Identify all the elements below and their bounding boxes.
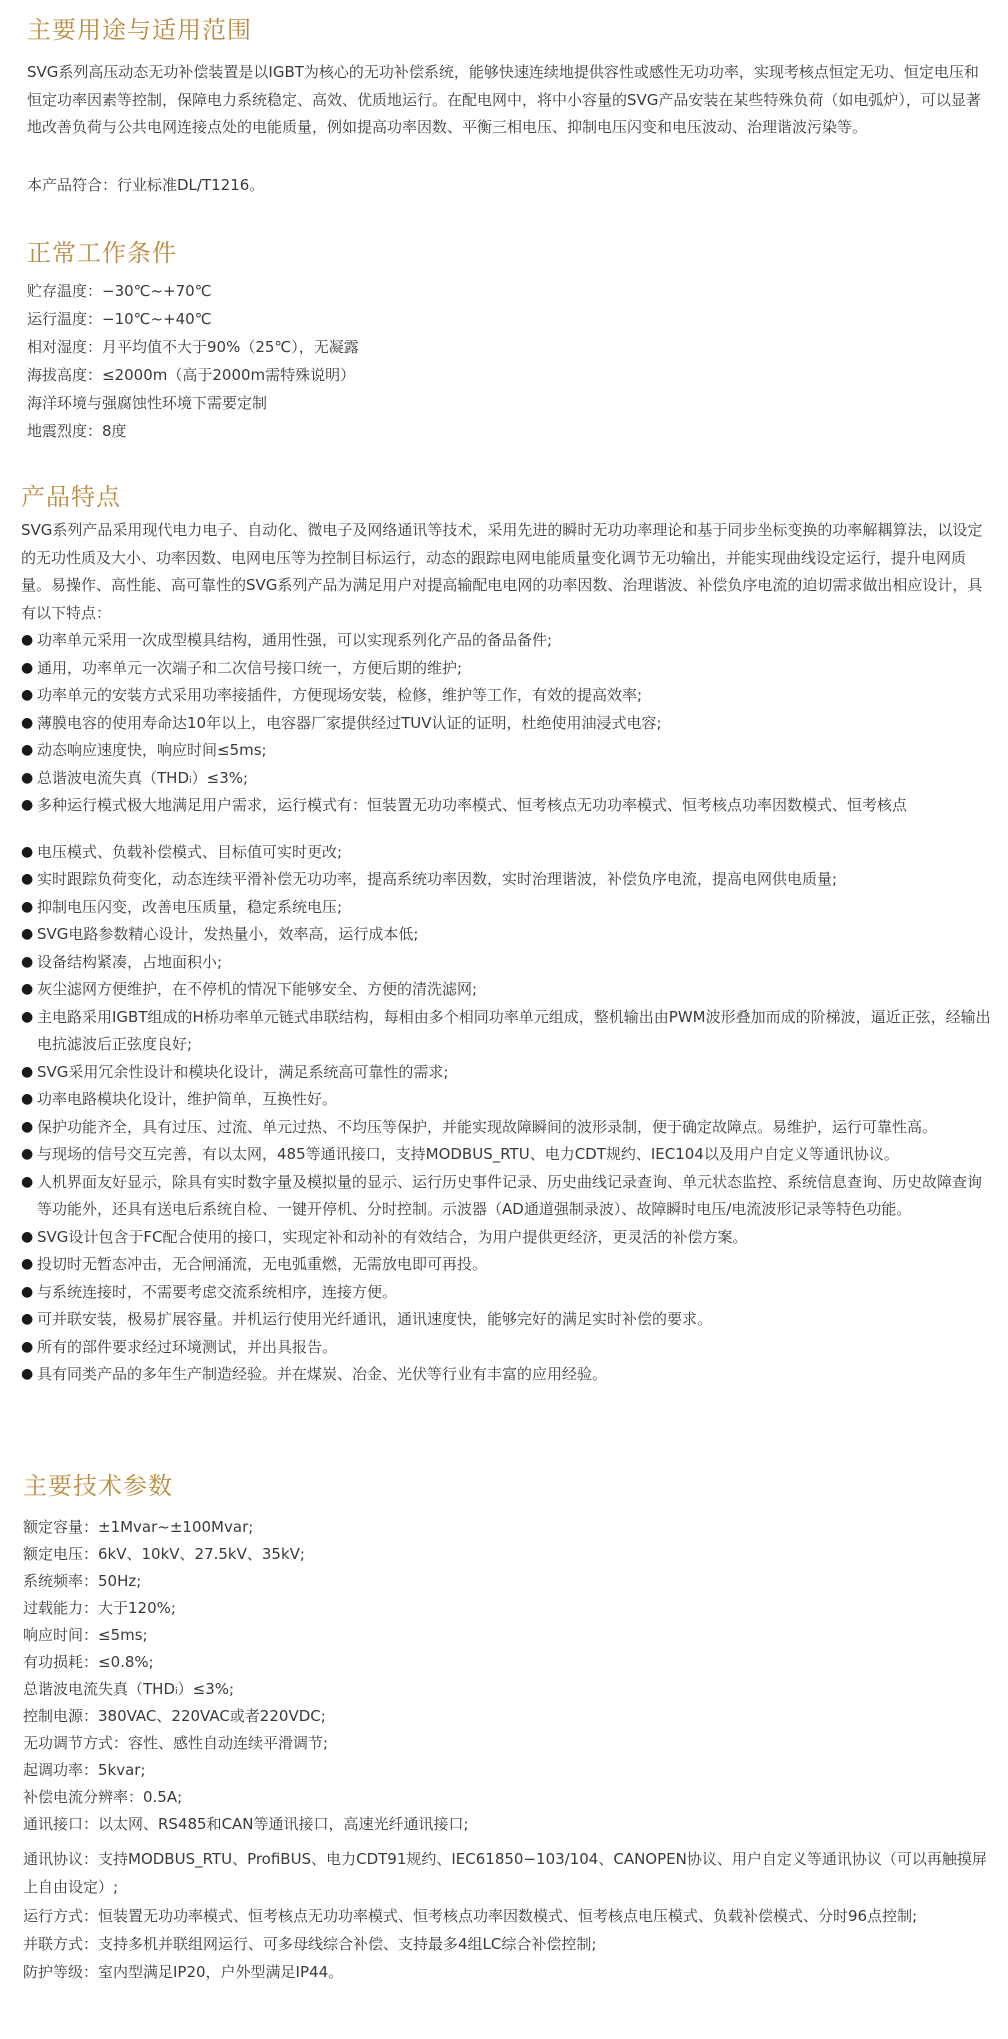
list-item: ● 功率单元的安装方式采用功率接插件，方便现场安装，检修，维护等工作，有效的提高效率; — [21, 682, 991, 710]
param-item: 过载能力：大于120%; — [23, 1599, 176, 1617]
list-item: ● 设备结构紧凑，占地面积小; — [21, 949, 991, 977]
list-item: ● 人机界面友好显示，除具有实时数字量及模拟量的显示、运行历史事件记录、历史曲线记录查询、单元状态监控、系统信息查询、历史故障查询等功能外，还具有送电后系统自检、一键开停机、分时控制。示波器（AD通道强制录波）、故障瞬时电压/电流波形记录等特色功能。 — [21, 1169, 991, 1224]
list-item: ● 与系统连接时，不需要考虑交流系统相序，连接方便。 — [21, 1279, 991, 1307]
bullet-icon: ● — [21, 687, 34, 703]
list-item: ● 功率单元采用一次成型模具结构，通用性强，可以实现系列化产品的备品备件; — [21, 627, 991, 655]
param-item: 通讯接口：以太网、RS485和CAN等通讯接口，高速光纤通讯接口; — [23, 1815, 469, 1833]
param-item: 额定容量：±1Mvar~±100Mvar; — [23, 1518, 254, 1536]
param-item: 起调功率：5kvar; — [23, 1761, 146, 1779]
bullet-icon: ● — [21, 797, 34, 813]
list-item: ● 电压模式、负载补偿模式、目标值可实时更改; — [21, 839, 991, 867]
param-item: 控制电源：380VAC、220VAC或者220VDC; — [23, 1707, 326, 1725]
param-item: 总谐波电流失真（THDᵢ）≤3%; — [23, 1680, 235, 1698]
list-item: ● 通用，功率单元一次端子和二次信号接口统一，方便后期的维护; — [21, 655, 991, 683]
bullet-icon: ● — [21, 714, 34, 731]
list-item: ● 可并联安装，极易扩展容量。并机运行使用光纤通讯，通讯速度快，能够完好的满足实时补偿的要求。 — [21, 1306, 991, 1334]
list-item: ● 灰尘滤网方便维护，在不停机的情况下能够安全、方便的清洗滤网; — [21, 976, 991, 1004]
list-item: ● 功率电路模块化设计，维护简单，互换性好。 — [21, 1086, 991, 1114]
bullet-icon: ● — [21, 1173, 34, 1190]
bullet-icon: ● — [21, 926, 34, 942]
usage-paragraph: SVG系列高压动态无功补偿装置是以IGBT为核心的无功补偿系统，能够快速连续地提供容性或感性无功功率，实现考核点恒定无功、恒定电压和恒定功率因素等控制，保障电力系统稳定、高效、优质地运行。在配电网中，将中小容量的SVG产品安装在某些特殊负荷（如电弧炉），可以显著地改善负荷与公共电网连接点处的电能质量，例如提高功率因数、平衡三相电压、抑制电压闪变和电压波动、治理谐波污染等。 — [27, 63, 981, 136]
list-item: ● 总谐波电流失真（THDᵢ）≤3%; — [21, 765, 991, 793]
bullet-icon: ● — [21, 1228, 34, 1245]
bullet-icon: ● — [21, 843, 34, 860]
list-item: ● 实时跟踪负荷变化，动态连续平滑补偿无功功率，提高系统功率因数，实时治理谐波，补偿负序电流，提高电网供电质量; — [21, 866, 991, 894]
list-item: ● SVG设计包含于FC配合使用的接口，实现定补和动补的有效结合，为用户提供更经济，更灵活的补偿方案。 — [21, 1224, 991, 1252]
features-intro: SVG系列产品采用现代电力电子、自动化、微电子及网络通讯等技术，采用先进的瞬时无功功率理论和基于同步坐标变换的功率解耦算法，以设定的无功性质及大小、功率因数、电网电压等为控制目标运行，动态的跟踪电网电能质量变化调节无功输出，并能实现曲线设定运行，提升电网质量。易操作、高性能、高可靠性的SVG系列产品为满足用户对提高输配电电网的功率因数、治理谐波、补偿负序电流的迫切需求做出相应设计，具有以下特点： — [21, 521, 983, 622]
list-item: ● 投切时无暂态冲击，无合闸涌流，无电弧重燃，无需放电即可再投。 — [21, 1251, 991, 1279]
condition-item: 贮存温度：−30℃~+70℃ — [27, 282, 212, 300]
list-item: ● 所有的部件要求经过环境测试，并出具报告。 — [21, 1334, 991, 1362]
condition-item: 相对湿度：月平均值不大于90%（25℃），无凝露 — [27, 338, 359, 356]
bullet-icon: ● — [21, 632, 34, 648]
list-item: ● 抑制电压闪变，改善电压质量，稳定系统电压; — [21, 894, 991, 922]
bullet-icon: ● — [21, 769, 34, 786]
conditions-title: 正常工作条件 — [27, 239, 177, 267]
bullet-icon: ● — [21, 1091, 34, 1107]
param-item: 并联方式：支持多机并联组网运行、可多母线综合补偿、支持最多4组LC综合补偿控制; — [23, 1935, 597, 1953]
bullet-icon: ● — [21, 953, 34, 970]
usage-title: 主要用途与适用范围 — [27, 16, 252, 44]
param-item: 无功调节方式：容性、感性自动连续平滑调节; — [23, 1734, 329, 1752]
bullet-icon: ● — [21, 1256, 34, 1272]
bullet-icon: ● — [21, 1366, 34, 1382]
params-title: 主要技术参数 — [23, 1472, 173, 1500]
bullet-icon: ● — [21, 1283, 34, 1300]
list-item: ● 与现场的信号交互完善，有以太网，485等通讯接口，支持MODBUS_RTU、电力CDT规约、IEC104以及用户自定义等通讯协议。 — [21, 1141, 991, 1169]
param-protocol: 通讯协议：支持MODBUS_RTU、ProfiBUS、电力CDT91规约、IEC61850−103/104、CANOPEN协议、用户自定义等通讯协议（可以再触摸屏上自由设定）; — [23, 1850, 987, 1896]
param-item: 运行方式：恒装置无功功率模式、恒考核点无功功率模式、恒考核点功率因数模式、恒考核点电压模式、负载补偿模式、分时96点控制; — [23, 1907, 918, 1925]
param-item: 响应时间：≤5ms; — [23, 1626, 148, 1644]
param-item: 有功损耗：≤0.8%; — [23, 1653, 154, 1671]
bullet-icon: ● — [21, 1338, 34, 1355]
bullet-icon: ● — [21, 659, 34, 676]
bullet-icon: ● — [21, 1311, 34, 1327]
list-item: ● 薄膜电容的使用寿命达10年以上，电容器厂家提供经过TUV认证的证明，杜绝使用油浸式电容; — [21, 710, 991, 738]
bullet-icon: ● — [21, 1146, 34, 1162]
bullet-icon: ● — [21, 1118, 34, 1135]
bullet-icon: ● — [21, 742, 34, 758]
condition-item: 地震烈度：8度 — [27, 422, 127, 440]
bullet-icon: ● — [21, 1008, 34, 1025]
param-item: 额定电压：6kV、10kV、27.5kV、35kV; — [23, 1545, 305, 1563]
list-item: ● SVG采用冗余性设计和模块化设计，满足系统高可靠性的需求; — [21, 1059, 991, 1087]
list-item: ● 主电路采用IGBT组成的H桥功率单元链式串联结构，每相由多个相同功率单元组成，整机输出由PWM波形叠加而成的阶梯波，逼近正弦，经输出电抗滤波后正弦度良好; — [21, 1004, 991, 1059]
list-item: ● 动态响应速度快，响应时间≤5ms; — [21, 737, 991, 765]
param-item: 防护等级：室内型满足IP20，户外型满足IP44。 — [23, 1963, 344, 1981]
features-list — [21, 627, 991, 1389]
list-item: ● SVG电路参数精心设计，发热量小，效率高，运行成本低; — [21, 921, 991, 949]
param-item: 系统频率：50Hz; — [23, 1572, 142, 1590]
list-item: ● 具有同类产品的多年生产制造经验。并在煤炭、冶金、光伏等行业有丰富的应用经验。 — [21, 1361, 991, 1389]
bullet-icon: ● — [21, 981, 34, 997]
bullet-icon: ● — [21, 1063, 34, 1080]
list-item: ● 多种运行模式极大地满足用户需求，运行模式有：恒装置无功功率模式、恒考核点无功功率模式、恒考核点功率因数模式、恒考核点 — [21, 792, 991, 820]
features-title: 产品特点 — [21, 483, 121, 511]
bullet-icon: ● — [21, 898, 34, 915]
condition-item: 海拔高度：≤2000m（高于2000m需特殊说明） — [27, 366, 356, 384]
bullet-icon: ● — [21, 871, 34, 887]
condition-item: 运行温度：−10℃~+40℃ — [27, 310, 212, 328]
list-item: ● 保护功能齐全，具有过压、过流、单元过热、不均压等保护，并能实现故障瞬间的波形录制，便于确定故障点。易维护，运行可靠性高。 — [21, 1114, 991, 1142]
condition-item: 海洋环境与强腐蚀性环境下需要定制 — [27, 394, 268, 412]
param-item: 补偿电流分辨率：0.5A; — [23, 1788, 183, 1806]
usage-standard: 本产品符合：行业标准DL/T1216。 — [27, 176, 265, 194]
